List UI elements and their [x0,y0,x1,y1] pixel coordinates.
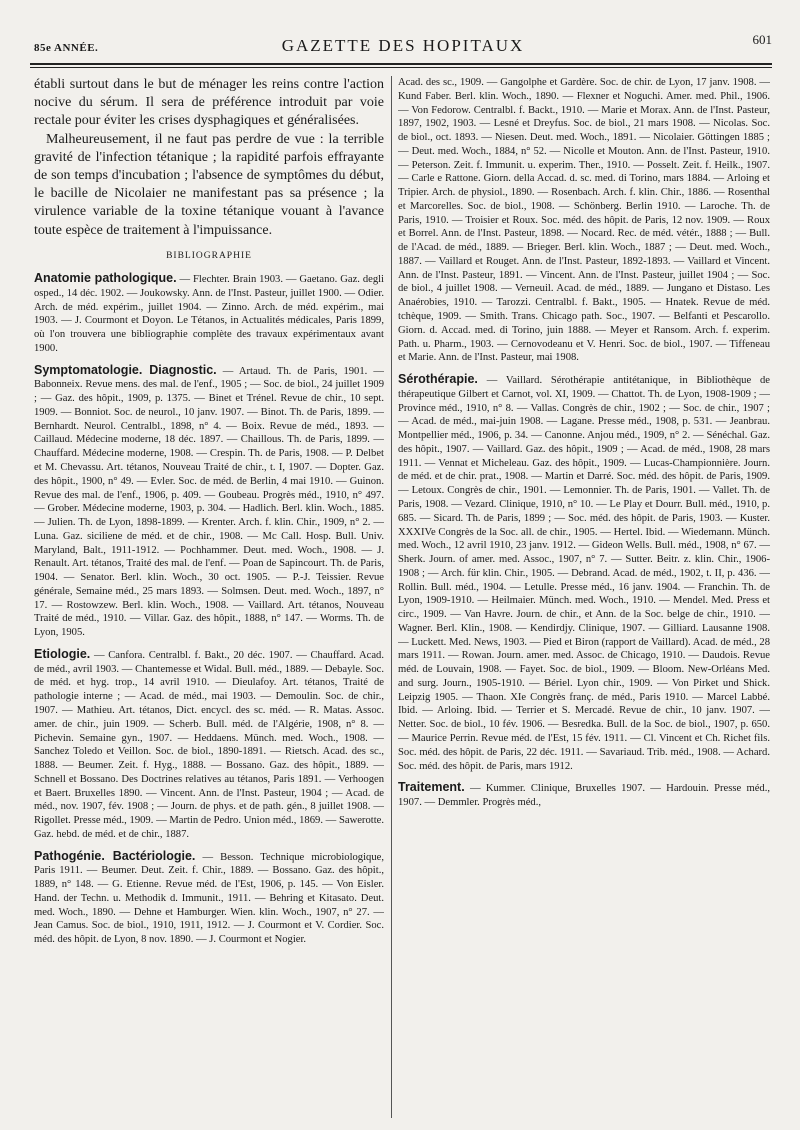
body-paragraph: établi surtout dans le but de ménager les reins contre l'action nocive du sérum. Il sera de préférence introduit par voie rectale pour éviter les crises dysphagiques et généralisées. [34,77,384,129]
section-heading: Sérothérapie. [398,372,478,387]
bibliography-section [34,848,384,947]
right-column [398,76,770,1122]
page-number: 601 [752,32,772,47]
bibliography-section [398,76,770,365]
section-heading: Etiologie. [34,646,91,661]
section-text: Acad. des sc., 1909. — Gangolphe et Gardère. Soc. de chir. de Lyon, 17 janv. 1908. — Kund Faber. Berl. klin. Woch., 1890. — Flexner et Noguchi. Amer. med. Phil., 1906. — Von Fedorow. Centralbl. f. Backt., 1910. — Marie et Morax. Ann. de l'Inst. Pasteur, 1897, 1902, 1903. — Lesné et Dreyfus. Soc. de biol., 21 mars 1908. — Nicolas. Soc. de biol., oct. 1893. — Niesen. Deut. med. Woch., 1891. — Nicolaier. Göttingen 1885 ; — Deut. med. Woch., 1884, n° 52. — Nicolle et Mouton. Ann. de l'Inst. Pasteur, 1910. — Peterson. Zeit. f. Immunit. u. experim. Ther., 1910. — Posselt. Zeit. f. Heilk., 1907. — Carle e Rattone. Giorn. della Accad. d. sc. med. di Torino, mars 1884. — Arloing et Tripier. Arch. de physiol., 1890. — Rosenbach. Arch. f. klin. Chir., 1886. — Rosenthal et Marcorelles. Soc. de biol., 1908. — Schönberg. Berlin 1910. — Laroche. Th. de Paris, 1910. — Troisier et Roux. Soc. méd. des hôpit. de Paris, 12 nov. 1909. — Roux et Borrel. Ann. de l'Inst. Pasteur, 1898. — Nocard. Rec. de méd. vétér., 1888 ; — Bull. de l'Acad. de méd., 1889. — Brieger. Berl. klin. Woch., 1887 ; — Deut. med. Woch., 1887. — Vaillard et Rouget. Ann. de l'Inst. Pasteur, 1892-1893. — Vaillard et Vincent. Ann. de l'Inst. Pasteur, 1891. — Vincent. Ann. de l'Inst. Pasteur, juillet 1904 ; — Soc. de biol., 4 juillet 1908. — Verneuil. Acad. de méd., 1889. — Jungano et Distaso. Les Anaérobies, 1910. — Tarozzi. Centralbl. f. Bakt., 1905. — Hnatek. Revue de méd. tchèque, 1909. — Smith. Trans. Chicago path. Soc., 1907. — Belfanti et Pescarollo. Giorn. d. Accad. med. di Torino, juin 1888. — Meyer et Ransom. Arch. f. experim. Path. u. Pharm., 1903. — Cernovodeanu et V. Henri. Soc. de biol., 1907. — Tiffeneau et Marie. Ann. de l'Inst. Pasteur, mai 1908. [398,77,770,364]
section-text: — Vaillard. Sérothérapie antitétanique, in Bibliothèque de thérapeutique Gilbert et Carnot, vol. XI, 1909. — Chattot. Th. de Lyon, 1908-1909 ; — Province méd., 1910, n° 8. — Vallas. Congrès de chir., 1902 ; — Soc. de chir., 1907 ; — Acad. de méd., mai-juin 1908. — Lagane. Presse méd., 1908, p. 531. — Jeanbrau. Montpellier méd., 1906, p. 34. — Canonne. Anjou méd., 1909, n° 2. — Sénéchal. Gaz. des hôpit., 1907. — Vaillard. Gaz. des hôpit., 1909 ; — Acad. de méd., 1908, 28 mars 1911. — Vennat et Micheleau. Gaz. des hôpit., 1909. — Lucas-Championnière. Journ. de méd. et de chir. prat., 1908. — Martin et Darré. Soc. méd. des hôpit. de Paris, 1909. — Letoux. Congrès de chir., 1901. — Lemonnier. Th. de Paris, 1901. — Vallet. Th. de Paris, 1908. — Vezard. Clinique, 1910, n° 10. — Le Play et Dourr. Bull. méd., 1910, p. 685. — Sicard. Th. de Paris, 1899 ; — Soc. méd. des hôpit. de Paris, 1903. — Kuster. XXXIVe Congrès de la Soc. all. de chir., 1905. — Hertel. Ibid. — Wiedemann. Münch. med. Woch., 12 avril 1910, 23 janv. 1912. — Gideon Wells. Bull. méd., 1908, n° 67. — Sherk. Journ. of amer. med. Assoc., 1907, n° 7. — Sutter. Beitr. z. klin. Chir., 1906-1908 ; — Arch. für klin. Chir., 1905. — Debrand. Acad. de méd., 1902, t. II, p. 436. — Rollin. Bull. méd., 1904. — Letulle. Presse méd., 16 janv. 1904. — Franchin. Th. de Lyon, 1909-1910. — Heilmaier. Münch. med. Woch., 1910. — Mendel. Med. Press et circ., 1909. — Van Havre. Journ. de chir., et Ann. de la Soc. belge de chir., 1910. — Wagner. Berl. Klin., 1908. — Kendirdjy. Clinique, 1907. — Gilliard. Lausanne 1908. — Luckett. Med. News, 1903. — Pied et Biron (rapport de Vaillard). Acad. de méd., 28 mars 1911. — Rowan. Journ. amer. med. Assoc. de Chicago, 1910. — Daudois. Revue méd. de Louvain, 1908. — Fayet. Soc. de biol., 1909. — Bloom. New-Orléans Med. and surg. Journ., 1905-1910. — Bériel. Lyon chir., 1909. — Von Pirket und Shick. Leipzig 1905. — Thaon. XIe Congrès franç. de méd., Paris 1910. — Marcel Labbé. Ibid. — Arloing. Ibid. — Terrier et S. Mercadé. Revue de chir., 10 janv. 1907. — Netter. Soc. de biol., 10 fév. 1906. — Besredka. Bull. de la Soc. de biol., 1907, p. 650. — Maurice Perrin. Revue méd. de l'Est, 15 fév. 1911. — Cl. Vincent et Ch. Richet fils. Soc. méd. des hôpit. de Paris, 22 déc. 1911. — Savariaud. Trib. méd., 1908. — Achard. Soc. méd. des hôpit. de Paris, mars 1912. [398,375,770,772]
journal-title: GAZETTE DES HOPITAUX [281,36,525,55]
bibliography-title: BIBLIOGRAPHIE [166,250,252,261]
section-text: — Besson. Technique microbiologique, Paris 1911. — Beumer. Deut. Zeit. f. Chir., 1889. — Bossano. Gaz. des hôpit., 1889, n° 148. — G. Etienne. Revue méd. de l'Est, 1906, p. 145. — Von Eisler. Hand. der Techn. u. Methodik d. Immunit., 1911. — Behring et Kitasato. Deut. med. Woch., 1890. — Dehne et Hamburger. Wien. klin. Woch., 1907, n° 27. — Jean Camus. Soc. de biol., 1910, 1911, 1912. — J. Courmont et V. Cordier. Soc. méd. des hôpit. de Lyon, 8 nov. 1890. — J. Courmont et Nogier. [34,851,384,946]
section-heading: Traitement. [398,780,465,795]
section-text: — Kummer. Clinique, Bruxelles 1907. — Hardouin. Presse méd., 1907. — Demmler. Progrès méd., [398,783,770,809]
section-heading: Symptomatologie. Diagnostic. [34,362,217,377]
bibliography-section [34,362,384,640]
page-header [34,28,772,60]
section-heading: Anatomie pathologique. [34,271,177,286]
article-body [34,76,384,240]
bibliography-section [34,270,384,356]
left-column [34,76,384,1122]
header-rule-thin [30,67,772,68]
section-text: — Canfora. Centralbl. f. Bakt., 20 déc. 1907. — Chauffard. Acad. de méd., avril 1903. — Chantemesse et Widal. Bull. méd., 1889. — Debayle. Soc. de méd. et hyg. trop., 14 avril 1910. — Dieulafoy. Art. tétanos, Traité de pathologie interne ; — Acad. de méd., mai 1903. — Demoulin. Soc. de chir., 1907. — Mathieu. Art. tétanos, Dict. encycl. des sc. méd. — R. Matas. Assoc. amer. de chir., juin 1909. — Scherb. Bull. méd. de l'Algérie, 1908, n° 8. — Pichevin. Semaine gyn., 1907. — Heddaens. Münch. med. Woch., 1908. — Sanchez Toledo et Veillon. Soc. de biol., 1890-1891. — Rietsch. Acad. des sc., 1888. — Beumer. Zeit. f. Hyg., 1888. — Bossano. Gaz. des hôpit., 1889. — Schnell et Bossano. Des Doctrines relatives au tétanos, Paris 1891. — Verhoogen et Baert. Bruxelles 1890. — Vincent. Ann. de l'Inst. Pasteur, 1904 ; — Acad. de méd., nov. 1907, fév. 1908 ; — Journ. de phys. et de path. gén., 8 juillet 1908. — Rigollet. Presse méd., 1909. — Martin de Pedro. Union méd., 1869. — Sawerotte. Gaz. hebd. de méd. et de chir., 1887. [34,649,384,840]
section-heading: Pathogénie. Bactériologie. [34,848,196,863]
section-text: — Flechter. Brain 1903. — Gaetano. Gaz. degli osped., 14 déc. 1902. — Joukowsky. Ann. de l'Inst. Pasteur, juillet 1900. — Odier. Arch. de méd. expérim., juillet 1904. — Zinno. Arch. de méd. expérim., mai 1903. — J. Courmont et Doyon. Le Tétanos, in Actualités médicales, Paris 1899, où l'on trouvera une bibliographie complète des travaux expérimentaux avant 1900. [34,274,384,354]
header-rule-thick [30,63,772,65]
edition-label: 85e ANNÉE. [34,42,99,54]
body-paragraph: Malheureusement, il ne faut pas perdre de vue : la terrible gravité de l'infection tétanique ; la rapidité parfois effrayante de son temps d'incubation ; l'absence de symptômes du début, le bacille de Nicolaier ne manifestant pas sa présence ; la virulence variable de la toxine tétanique vouant à l'avance toute espèce de traitement à l'impuissance. [34,131,384,238]
column-divider [391,76,392,1118]
bibliography-section [398,371,770,773]
section-text: — Artaud. Th. de Paris, 1901. — Babonneix. Revue mens. des mal. de l'enf., 1905 ; — Soc. de biol., 24 juillet 1909 ; — Gaz. des hôpit., 1909, p. 1375. — Binet et Trénel. Revue de chir., 10 sept. 1909. — Bonniot. Soc. de neurol., 10 janv. 1907. — Binot. Th. de Paris, 1899. — Bernhardt. Neurol. Centralbl., 1898, n° 4. — Boix. Revue de méd., 1893. — Caillaud. Médecine moderne, 18 déc. 1897. — Chaillous. Th. de Paris, 1899. — Chauffard. Médecine moderne, 1908. — Crespin. Th. de Paris, 1908. — P. Delbet et M. Chevassu. Art. tétanos, Nouveau Traité de chir., t. I, 1907. — Dopter. Gaz. des hôpit., 1900, n° 49. — Evler. Soc. de méd. de Berlin, 4 mai 1910. — Guinon. Revue des mal. de l'enf., 1906, p. 409. — Goubeau. Progrès méd., 1910, n° 497. — Grober. Médecine moderne, 1903, p. 304. — Hadlich. Berl. klin. Woch., 1885. — Julien. Th. de Lyon, 1898-1899. — Krenter. Arch. f. klin. Chir., 1909, n° 2. — Luna. Gaz. siciliene de méd. et de chir., 1908. — Mc Call. Hosp. Bull. Univ. Maryland, Balt., 1911-1912. — Pochhammer. Deut. med. Woch., 1908. — J. Renault. Art. tétanos, Traité des mal. de l'enf. — Poan de Sapincourt. Th. de Paris, 1904. — Senator. Berl. klin. Woch., 30 oct. 1905. — P.-J. Teissier. Revue générale, Semaine méd., 25 mars 1893. — Solmsen. Deut. med. Woch., 1897, n° 17. — Rostowzew. Berl. klin. Woch., 1908. — Vaillard. Art. tétanos, Nouveau Traité de méd., 1910. — Villar. Gaz. des hôpit., 1888, n° 147. — Worms. Th. de Lyon, 1905. [34,365,384,639]
bibliography-section [398,779,770,810]
bibliography-section [34,646,384,842]
